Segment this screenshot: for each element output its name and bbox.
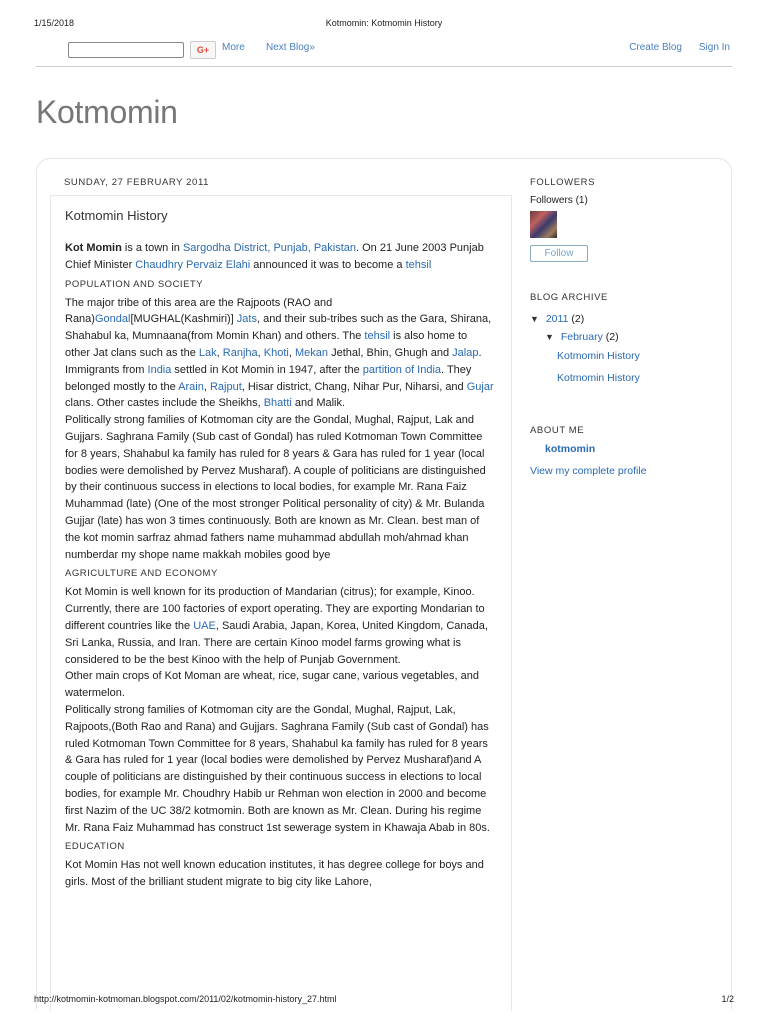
india-link[interactable]: India [147,363,172,376]
heading-education: EDUCATION [65,841,125,853]
archive-month-count: (2) [605,331,619,343]
agriculture-paragraph-1 [65,584,495,668]
tehsil-link[interactable]: tehsil [405,258,432,271]
ranjha-link[interactable]: Ranjha [222,346,258,359]
lak-link[interactable]: Lak [198,346,217,359]
text: [MUGHAL(Kashmiri)] [130,313,237,326]
profile-row [530,465,730,477]
population-paragraph-2 [65,362,495,412]
jats-link[interactable]: Jats [236,313,257,326]
text: The major tribe of this area are the Rajpoots (RAO and Rana) [65,296,333,326]
archive-year-link[interactable]: 2011 [545,313,569,325]
post-title[interactable]: Kotmomin History [65,208,168,223]
google-plus-button[interactable]: G+ [190,41,216,59]
print-header [34,18,734,32]
print-page-number: 1/2 [721,994,734,1004]
gondal-link[interactable]: Gondal [94,313,131,326]
archive-post-link[interactable]: Kotmomin History [557,350,640,362]
pervaiz-elahi-link[interactable]: Chaudhry Pervaiz Elahi [135,258,251,271]
follow-button[interactable]: Follow [530,245,588,262]
agriculture-paragraph-3: Politically strong families of Kotmoman city are the Gondal, Mughal, Rajput, Lak, Rajpoots,(Both Rao and Rana) and Gujjars. Saghrana Family (Sub cast of Gondal) has ruled Kotmoman Town Committee for 8 years, Shahabul ka family has ruled for 8 years & Gara has ruled for 1 year (local bodies were demolished by Pervez Musharaf)and A couple of politicians are distinguished by their continuous success in elections to local bodies, for example Mr. Choudhry Habib ur Rehman won election in 2000 and become first Nazim of the UC 38/2 kotmomin. Both are known as Mr. Clean. During his regime Mr. Rana Faiz Muhammad has construct 1st sewerage system in Khawaja Abab in 80s. [65,703,490,834]
print-date: 1/15/2018 [34,18,75,28]
bhatti-link[interactable]: Bhatti [263,397,292,410]
expand-icon[interactable]: ▼ [545,332,554,342]
text: . They belonged mostly to the [65,363,472,393]
blogger-navbar [36,38,732,67]
text: , [257,346,264,359]
author-link[interactable]: kotmomin [545,443,596,455]
heading-population: POPULATION AND SOCIETY [65,278,204,290]
text: . On 21 June 2003 Punjab Chief Minister [65,242,484,271]
archive-month-row [545,331,745,343]
about-heading: ABOUT ME [530,425,585,436]
town-name: Kot Momin [65,242,122,254]
text: Kot Momin is well known for its production of Mandarian (citrus); for example, Kinoo. Currently, there are 100 factories of export operating. They are exporting Mondarian to different countries like the [65,586,485,632]
archive-post-link[interactable]: Kotmomin History [557,372,640,384]
sign-in-link[interactable]: Sign In [698,42,730,53]
text: announced it was to become a [250,258,406,271]
followers-heading: FOLLOWERS [530,177,596,188]
search-input[interactable] [68,42,184,58]
blog-title[interactable]: Kotmomin [36,94,178,130]
text: , and their sub-tribes such as the Gara, Shirana, Shahabul ka, Mumnaana(from Momin Khan) and others. The [65,313,492,343]
archive-year-count: (2) [571,313,585,325]
create-blog-link[interactable]: Create Blog [629,42,682,53]
archive-heading: BLOG ARCHIVE [530,292,608,303]
text: is a town in [121,242,183,254]
more-link[interactable]: More [222,42,245,53]
intro-paragraph [65,240,495,274]
text: , [288,346,295,359]
partition-link[interactable]: partition of India [362,363,442,376]
archive-month-link[interactable]: February [560,331,603,343]
gujar-link[interactable]: Gujar [466,380,494,393]
author-row [545,443,745,455]
text: , Hisar district, Chang, Nihar Pur, Niharsi, and [241,380,467,393]
archive-post-item [557,350,757,362]
population-paragraph-3: Politically strong families of Kotmoman city are the Gondal, Mughal, Rajput, Lak and Gujjars. Saghrana Family (Sub cast of Gondal) has ruled Kotmoman Town Committee for 8 years, Shahabul ka family has ruled for 8 years & Gara has ruled for 1 year (local bodies were demolished by Pervez Musharaf). A couple of politicians are distinguished by their continuous success in elections to local bodies, for example Mr. Rana Faiz Muhammad (late) (One of the most stronger Political personality of city) & Mr. Bulanda Gujjar (late) has won 3 times continuously. Both are known as Mr. Clean. best man of the kot momin sarfraz ahmad fathers name muhammad abdullah moh/ahmad khan numberdar my shope name makkah mobiles good bye [65,414,486,561]
text: Jethal, Bhin, Ghugh and [328,346,453,359]
jalap-link[interactable]: Jalap [452,346,479,359]
next-blog-link[interactable]: Next Blog» [266,42,315,53]
print-url: http://kotmomin-kotmoman.blogspot.com/2011/02/kotmomin-history_27.html [34,994,337,1004]
text: , [216,346,223,359]
text: , [203,380,210,393]
expand-icon[interactable]: ▼ [530,314,539,324]
post-body [65,240,495,891]
print-footer [34,994,734,1004]
archive-post-item [557,372,757,384]
archive-year-row [530,313,730,325]
heading-agriculture: AGRICULTURE AND ECONOMY [65,568,218,580]
sargodha-link[interactable]: Sargodha District, Punjab, Pakistan [182,242,357,254]
text: settled in Kot Momin in 1947, after the [171,363,363,376]
print-title: Kotmomin: Kotmomin History [325,18,443,28]
population-paragraph-1 [65,295,495,362]
text: and Malik. [291,397,346,410]
text: . [478,346,482,359]
text: clans. Other castes include the Sheikhs, [65,397,264,410]
text: Immigrants from [65,363,148,376]
rajput-link[interactable]: Rajput [209,380,242,393]
arain-link[interactable]: Arain [178,380,204,393]
view-profile-link[interactable]: View my complete profile [530,465,647,477]
mekan-link[interactable]: Mekan [294,346,329,359]
followers-count: Followers (1) [530,195,588,206]
tehsil-link-2[interactable]: tehsil [364,330,391,343]
post-date: SUNDAY, 27 FEBRUARY 2011 [64,177,210,188]
follower-avatar[interactable] [530,211,557,238]
text: , Saudi Arabia, Japan, Korea, United Kingdom, Canada, Sri Lanka, Russia, and Iran. There are certain Kinoo model farms growing what is considered to be the best Kinoo with the help of Punjab Government. [65,619,488,666]
text: is also home to other Jat clans such as the [65,330,468,359]
uae-link[interactable]: UAE [193,619,216,632]
khoti-link[interactable]: Khoti [263,346,289,359]
agriculture-paragraph-2: Other main crops of Kot Moman are wheat, rice, sugar cane, various vegetables, and watermelon. [65,670,479,700]
education-paragraph-1: Kot Momin Has not well known education institutes, it has degree college for boys and girls. Most of the brilliant student migrate to big city like Lahore, [65,859,484,889]
